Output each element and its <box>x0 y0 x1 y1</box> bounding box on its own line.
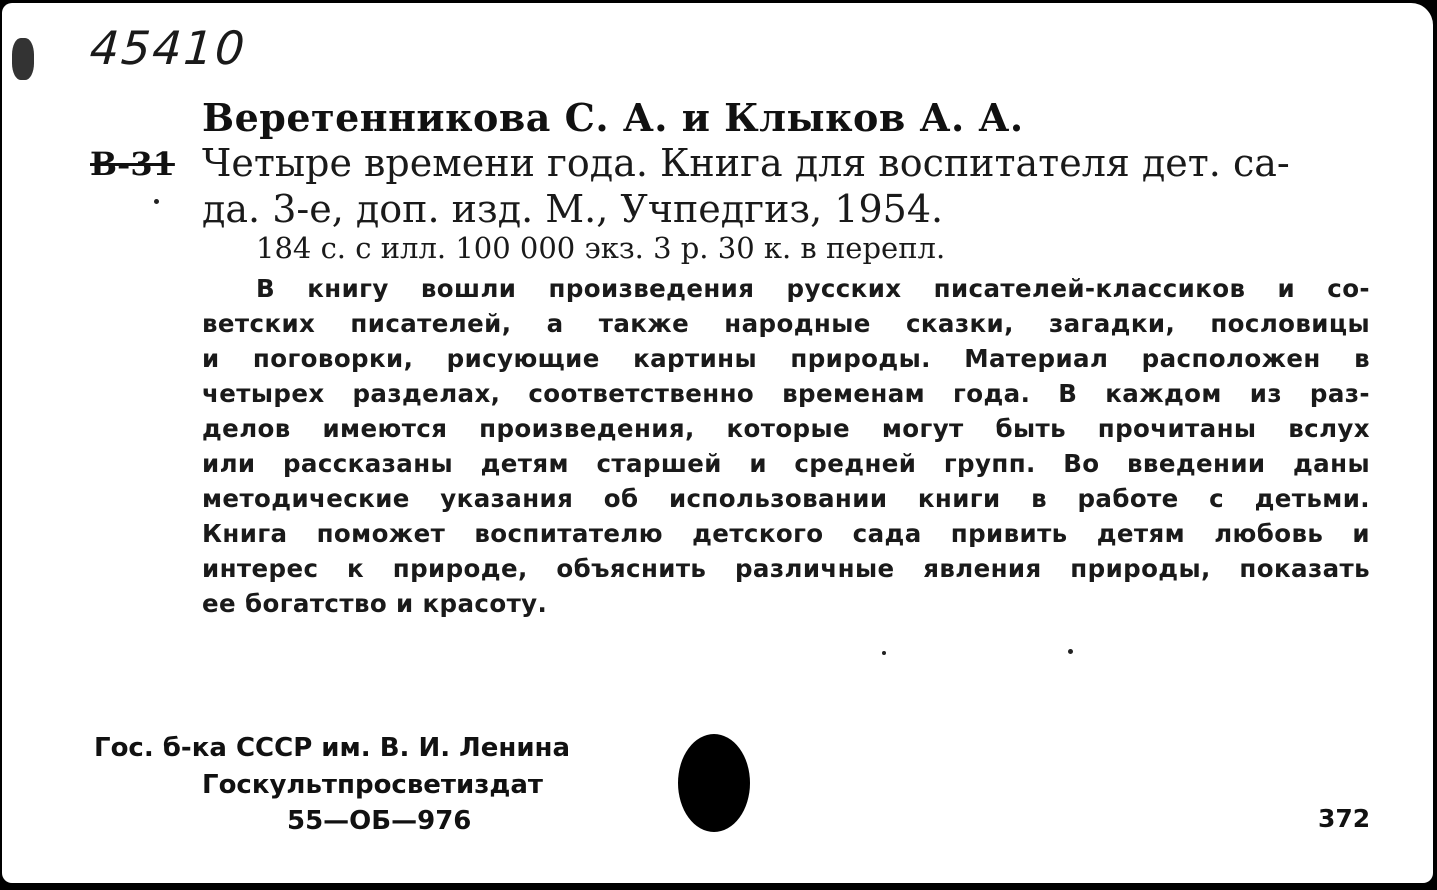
annotation-line: Книга поможет воспитателю детского сада привить детям любовь и <box>202 519 1370 548</box>
handwritten-catalog-number: 45410 <box>88 21 249 75</box>
shelf-mark: В-31 <box>90 145 175 183</box>
annotation-line: ветских писателей, а также народные сказки, загадки, пословицы <box>202 309 1370 338</box>
card-number: 372 <box>1318 804 1371 833</box>
annotation-paragraph <box>202 271 1370 621</box>
ink-speck <box>1068 649 1073 654</box>
annotation-line: В книгу вошли произведения русских писателей-классиков и со- <box>256 274 1370 303</box>
title-line-2: да. 3-е, доп. изд. М., Учпедгиз, 1954. <box>202 187 944 231</box>
annotation-line: и поговорки, рисующие картины природы. Материал расположен в <box>202 344 1370 373</box>
author-heading: Веретенникова С. А. и Клыков А. А. <box>202 95 1024 140</box>
punch-hole <box>678 734 750 832</box>
annotation-line: делов имеются произведения, которые могут быть прочитаны вслух <box>202 414 1370 443</box>
library-stamp: Гос. б-ка СССР им. В. И. Ленина <box>94 733 571 763</box>
annotation-line: четырех разделах, соответственно временам года. В каждом из раз- <box>202 379 1370 408</box>
annotation-line: методические указания об использовании книги в работе с детьми. <box>202 484 1370 513</box>
publisher-name: Госкультпросветиздат <box>202 770 543 800</box>
order-code: 55—ОБ—976 <box>287 806 472 836</box>
annotation-line: ее богатство и красоту. <box>202 589 548 618</box>
ink-speck <box>882 651 886 655</box>
imprint-line: 184 с. с илл. 100 000 экз. 3 р. 30 к. в перепл. <box>256 231 946 265</box>
ink-speck <box>154 199 159 204</box>
annotation-line: или рассказаны детям старшей и средней групп. Во введении даны <box>202 449 1370 478</box>
title-line-1: Четыре времени года. Книга для воспитателя дет. са- <box>202 141 1290 185</box>
annotation-line: интерес к природе, объяснить различные явления природы, показать <box>202 554 1370 583</box>
catalog-card <box>2 3 1433 883</box>
ink-speck <box>12 38 34 80</box>
